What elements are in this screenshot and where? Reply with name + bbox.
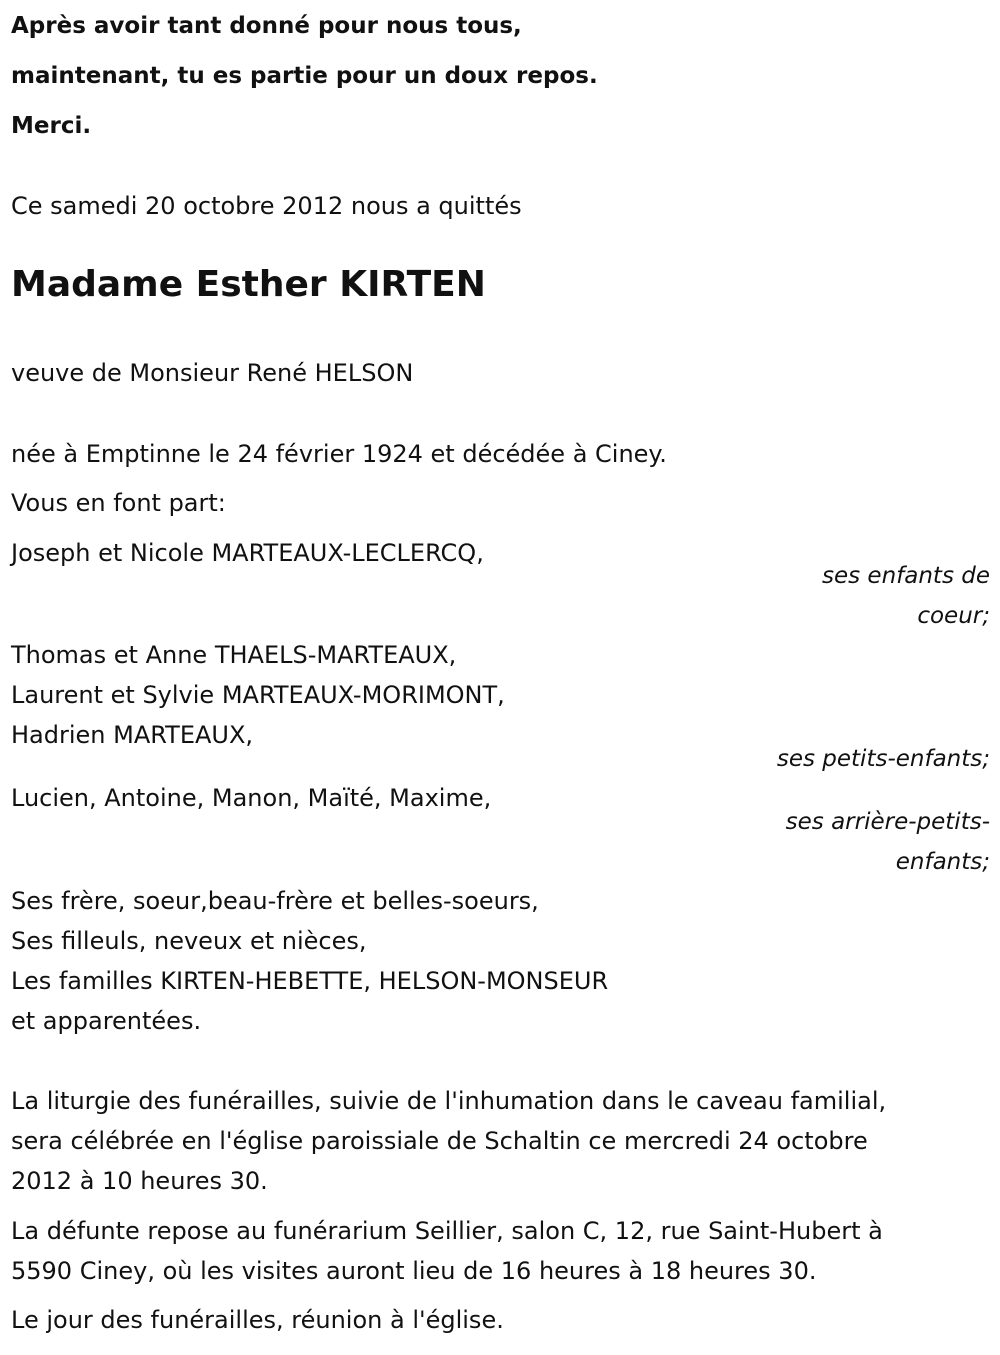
visitation-line: 5590 Ciney, où les visites auront lieu de 16 heures à 18 heures 30. (11, 1257, 817, 1285)
grandchild-name: Thomas et Anne THAELS-MARTEAUX, (11, 641, 457, 669)
other-relatives: et apparentées. (11, 1007, 202, 1035)
great-grandchildren-role-line-2: enfants; (895, 849, 990, 875)
widow-of: veuve de Monsieur René HELSON (11, 359, 414, 387)
birth-death: née à Emptinne le 24 février 1924 et décédée à Ciney. (11, 440, 667, 468)
notice-intro: Vous en font part: (11, 489, 226, 517)
grandchild-name: Hadrien MARTEAUX, (11, 721, 254, 749)
other-relatives: Ses filleuls, neveux et nièces, (11, 927, 367, 955)
other-relatives: Les familles KIRTEN-HEBETTE, HELSON-MONSEUR (11, 967, 609, 995)
children-role-line-2: coeur; (917, 603, 990, 629)
visitation-line: La défunte repose au funérarium Seillier, salon C, 12, rue Saint-Hubert à (11, 1217, 883, 1245)
intro-line-2: maintenant, tu es partie pour un doux repos. (11, 63, 598, 89)
great-grandchildren-role-line-1: ses arrière-petits- (785, 809, 990, 835)
funeral-line: sera célébrée en l'église paroissiale de Schaltin ce mercredi 24 octobre (11, 1127, 868, 1155)
great-grandchildren-names: Lucien, Antoine, Manon, Maïté, Maxime, (11, 784, 492, 812)
children-names: Joseph et Nicole MARTEAUX-LECLERCQ, (11, 539, 484, 567)
meeting-line: Le jour des funérailles, réunion à l'église. (11, 1306, 504, 1334)
grandchildren-role: ses petits-enfants; (776, 746, 990, 772)
children-role-line-1: ses enfants de (822, 563, 990, 589)
funeral-line: 2012 à 10 heures 30. (11, 1167, 268, 1195)
grandchild-name: Laurent et Sylvie MARTEAUX-MORIMONT, (11, 681, 505, 709)
intro-line-3: Merci. (11, 113, 92, 139)
intro-line-1: Après avoir tant donné pour nous tous, (11, 13, 522, 39)
announcement: Ce samedi 20 octobre 2012 nous a quittés (11, 192, 522, 220)
deceased-name: Madame Esther KIRTEN (11, 264, 486, 305)
funeral-line: La liturgie des funérailles, suivie de l'inhumation dans le caveau familial, (11, 1087, 887, 1115)
other-relatives: Ses frère, soeur,beau-frère et belles-soeurs, (11, 887, 539, 915)
